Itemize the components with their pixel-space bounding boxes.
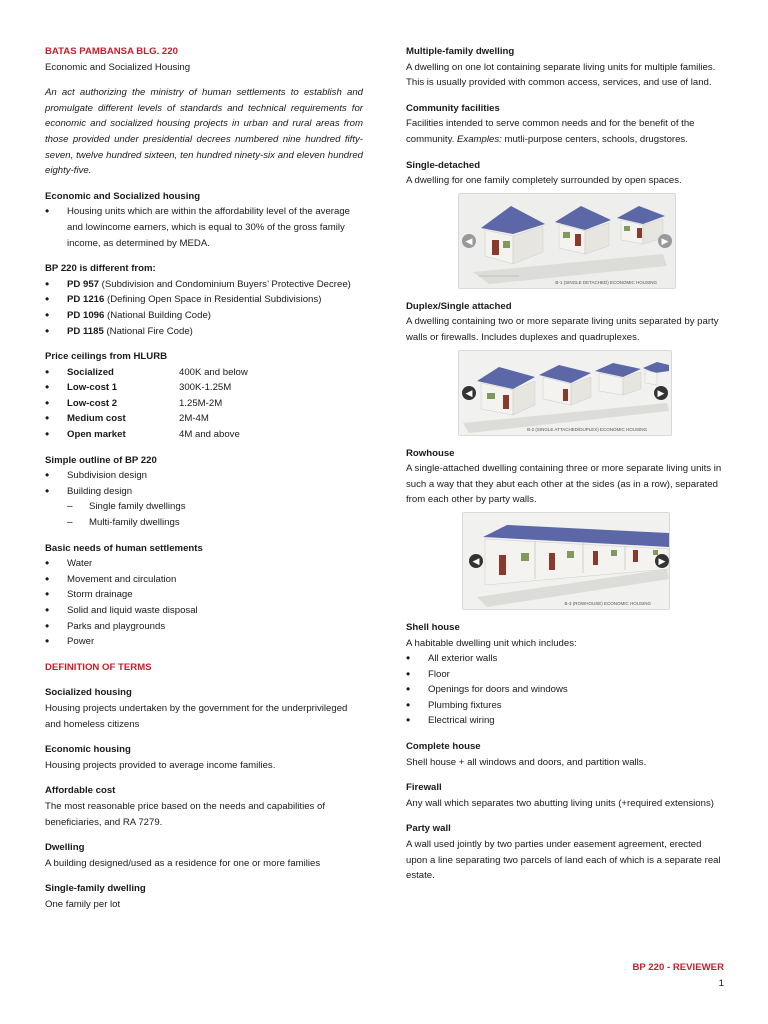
- term-title: Complete house: [406, 741, 481, 753]
- term-definition: A habitable dwelling unit which includes:: [406, 637, 577, 649]
- term-definition: A single-attached dwelling containing three or more separate living units in such a way that they abut each other at the sides (as in a row), separated from each other by party walls.: [406, 463, 722, 506]
- list-item: [45, 292, 363, 308]
- term-title: Affordable cost: [45, 785, 116, 797]
- list-item: • Movement and circulation: [45, 572, 363, 588]
- price-name: • Open market: [67, 429, 126, 441]
- duplex-figure: [458, 350, 672, 436]
- price-heading: Price ceilings from HLURB: [45, 351, 168, 363]
- list-item: • Housing units which are within the affordability level of the average and lowincome earners, which is equal to 30% of the gross family income, as determined by MEDA.: [45, 204, 363, 251]
- price-row: [45, 411, 363, 427]
- term-definition: Housing projects provided to average income families.: [45, 759, 276, 771]
- list-item: • Power: [45, 634, 363, 650]
- term-definition: A dwelling containing two or more separate living units separated by party walls or firewalls. Includes duplexes and quadruplexes.: [406, 316, 719, 343]
- single-detached-illustration: [459, 194, 675, 288]
- term-title: Duplex/Single attached: [406, 300, 512, 312]
- price-row: [45, 396, 363, 412]
- list-item: • Water: [45, 556, 363, 572]
- decree-desc: (Defining Open Space in Residential Subdivisions): [104, 294, 322, 306]
- rowhouse-illustration: [463, 513, 669, 609]
- decree-code: PD 957: [67, 278, 99, 290]
- examples-label: Examples:: [457, 133, 502, 145]
- carousel-prev-button[interactable]: ◀: [462, 386, 476, 400]
- rowhouse-figure: [462, 512, 670, 610]
- price-name: • Low-cost 2: [67, 397, 118, 409]
- list-item: • Electrical wiring: [406, 713, 724, 729]
- term-definition: The most reasonable price based on the needs and capabilities of beneficiaries, and RA 7279.: [45, 800, 325, 828]
- left-column: [45, 44, 363, 913]
- figure-caption: B-1 (SINGLE DETACHED) ECONOMIC HOUSING: [555, 279, 657, 285]
- term-definition: Any wall which separates two abutting living units (+required extensions): [406, 797, 714, 809]
- price-range: 1.25M-2M: [179, 397, 223, 409]
- definition-heading: DEFINITION OF TERMS: [45, 661, 152, 673]
- list-item: • Storm drainage: [45, 587, 363, 603]
- document-subtitle: Economic and Socialized Housing: [45, 61, 191, 73]
- needs-list: [45, 556, 363, 650]
- price-name: • Socialized: [67, 366, 114, 378]
- outline-list: [45, 468, 363, 530]
- price-name: • Medium cost: [67, 413, 126, 425]
- carousel-prev-button[interactable]: ◀: [469, 554, 483, 568]
- decree-desc: (Subdivision and Condominium Buyers’ Protective Decree): [99, 278, 351, 290]
- examples-text: mutli-purpose centers, schools, drugstores.: [501, 133, 688, 145]
- list-item: [45, 308, 363, 324]
- page-number: 1: [718, 978, 724, 989]
- price-range: 400K and below: [179, 366, 248, 378]
- list-item: • Building design: [45, 484, 363, 500]
- econ-heading: Economic and Socialized housing: [45, 190, 201, 202]
- carousel-next-button[interactable]: ▶: [655, 554, 669, 568]
- term-title: Party wall: [406, 823, 451, 835]
- list-item: • All exterior walls: [406, 651, 724, 667]
- figure-caption: B-2 (SINGLE ATTACHED/DUPLEX) ECONOMIC HOUSING: [527, 426, 647, 432]
- term-definition: A dwelling on one lot containing separate living units for multiple families. This is usually provided with common access, services, and use of land.: [406, 61, 716, 89]
- duplex-illustration: [459, 351, 671, 435]
- document-title: BATAS PAMBANSA BLG. 220: [45, 46, 178, 57]
- term-title: Single-detached: [406, 159, 481, 171]
- term-definition: [406, 116, 724, 147]
- term-title: Single-family dwelling: [45, 883, 146, 895]
- term-title: Socialized housing: [45, 687, 132, 699]
- term-title: Community facilities: [406, 102, 500, 114]
- price-range: 2M-4M: [179, 413, 209, 425]
- list-item: • Solid and liquid waste disposal: [45, 603, 363, 619]
- decree-code: PD 1216: [67, 294, 105, 306]
- list-item: • Plumbing fixtures: [406, 698, 724, 714]
- term-definition: Housing projects undertaken by the government for the underprivileged and homeless citizens: [45, 702, 348, 730]
- term-definition: Shell house + all windows and doors, and partition walls.: [406, 756, 647, 768]
- different-list: [45, 277, 363, 339]
- shell-list: [406, 651, 724, 729]
- price-name: • Low-cost 1: [67, 382, 118, 394]
- carousel-next-button[interactable]: ▶: [654, 386, 668, 400]
- figure-caption: B-3 (ROWHOUSE) ECONOMIC HOUSING: [564, 600, 651, 606]
- price-row: [45, 427, 363, 443]
- single-detached-figure: [458, 193, 676, 289]
- list-item: • Subdivision design: [45, 468, 363, 484]
- price-range: 300K-1.25M: [179, 382, 232, 394]
- price-list: [45, 365, 363, 443]
- community-def: Facilities intended to serve common needs and for the benefit of the community.: [406, 118, 695, 145]
- econ-list: [45, 204, 363, 251]
- decree-desc: (National Building Code): [104, 309, 211, 321]
- list-item: [45, 324, 363, 340]
- term-definition: A wall used jointly by two parties under easement agreement, erected upon a line separating two parcels of land each of which is a separate real estate.: [406, 839, 721, 882]
- decree-code: PD 1096: [67, 309, 105, 321]
- footer-label: BP 220 - REVIEWER: [632, 962, 724, 973]
- price-row: [45, 365, 363, 381]
- sub-list-item: – Single family dwellings: [45, 499, 363, 515]
- needs-heading: Basic needs of human settlements: [45, 542, 203, 554]
- list-item: [45, 277, 363, 293]
- term-title: Dwelling: [45, 842, 85, 854]
- carousel-next-button[interactable]: ▶: [658, 234, 672, 248]
- term-title: Firewall: [406, 782, 442, 794]
- term-definition: One family per lot: [45, 898, 121, 910]
- term-title: Multiple-family dwelling: [406, 46, 515, 57]
- right-column: [406, 44, 724, 884]
- price-range: 4M and above: [179, 429, 240, 441]
- price-row: [45, 380, 363, 396]
- intro-paragraph: An act authorizing the ministry of human settlements to establish and promulgate different levels of standards and technical requirements for economic and socialized housing projects in urban and rural areas from those provided under presidential decrees numbered nine hundred fifty-seven, twelve hundred sixteen, ten hundred ninety-six and eleven hundred eighty-five.: [45, 87, 363, 177]
- term-definition: A dwelling for one family completely surrounded by open spaces.: [406, 175, 682, 187]
- decree-desc: (National Fire Code): [103, 325, 193, 337]
- term-title: Shell house: [406, 621, 460, 633]
- list-item: • Floor: [406, 667, 724, 683]
- list-item: • Parks and playgrounds: [45, 619, 363, 635]
- decree-code: PD 1185: [67, 325, 104, 337]
- sub-list-item: – Multi-family dwellings: [45, 515, 363, 531]
- term-definition: A building designed/used as a residence for one or more families: [45, 857, 321, 869]
- carousel-prev-button[interactable]: ◀: [462, 234, 476, 248]
- term-title: Economic housing: [45, 744, 131, 756]
- outline-heading: Simple outline of BP 220: [45, 454, 157, 466]
- different-heading: BP 220 is different from:: [45, 263, 156, 275]
- list-item: • Openings for doors and windows: [406, 682, 724, 698]
- term-title: Rowhouse: [406, 447, 455, 459]
